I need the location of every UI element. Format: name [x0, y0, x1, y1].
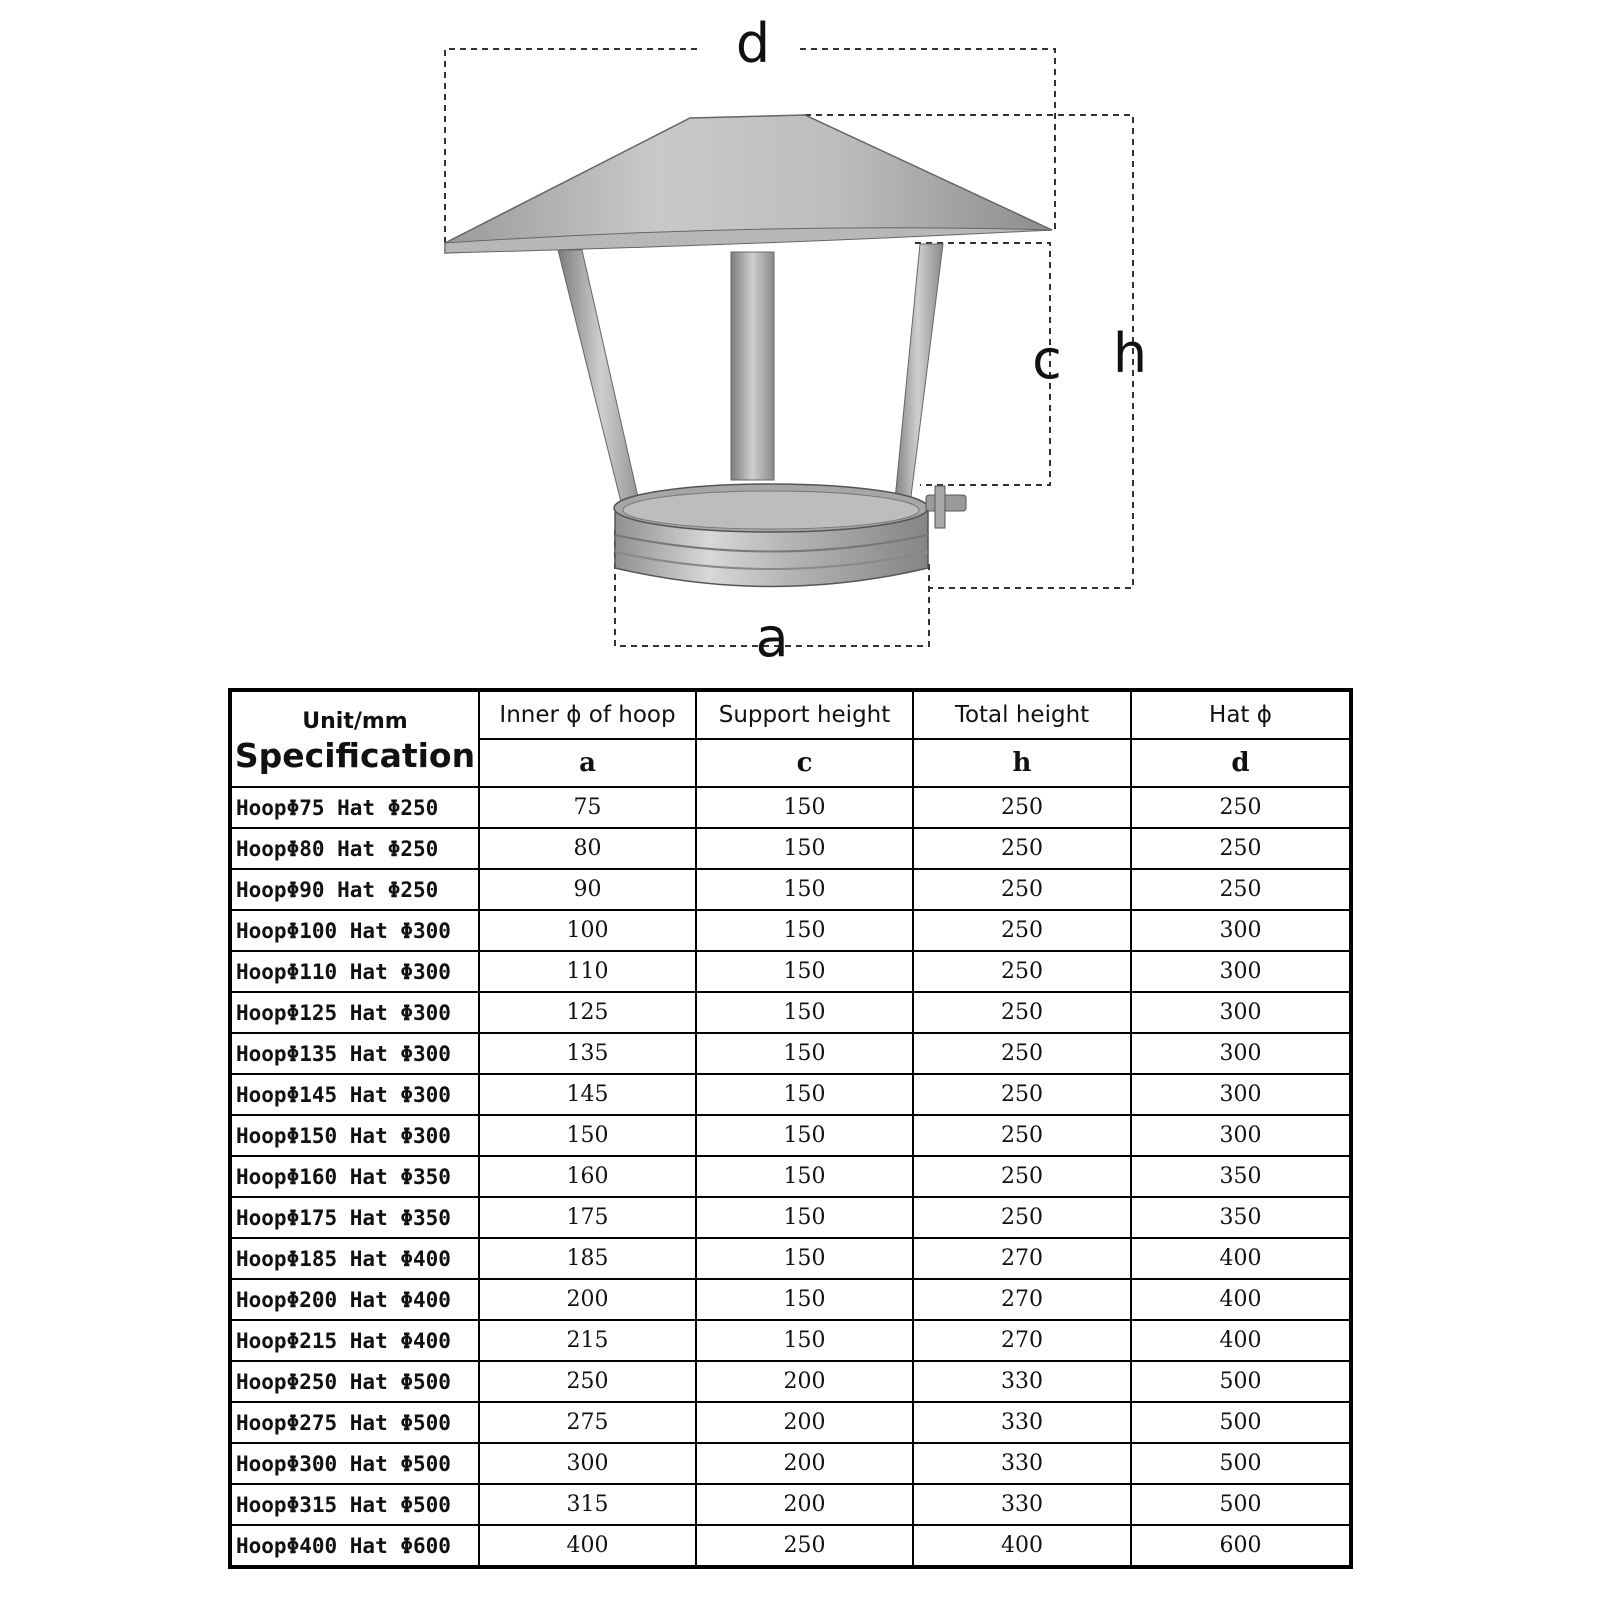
hat-diameter-cell: 500 [1131, 1484, 1351, 1525]
support-height-cell: 150 [696, 1279, 913, 1320]
hat-diameter-cell: 300 [1131, 951, 1351, 992]
table-row [230, 1320, 1351, 1361]
hat-cone [445, 115, 1052, 253]
dim-label-c: c [1032, 328, 1062, 391]
total-height-cell: 270 [913, 1320, 1131, 1361]
spec-cell: HoopΦ300 Hat Φ500 [230, 1443, 479, 1484]
spec-cell: HoopΦ145 Hat Φ300 [230, 1074, 479, 1115]
hat-diameter-cell: 300 [1131, 1115, 1351, 1156]
total-height-cell: 250 [913, 869, 1131, 910]
spec-cell: HoopΦ275 Hat Φ500 [230, 1402, 479, 1443]
support-height-cell: 150 [696, 1197, 913, 1238]
center-leg [731, 252, 774, 480]
table-body [230, 787, 1351, 1567]
hat-diameter-cell: 350 [1131, 1156, 1351, 1197]
total-height-cell: 250 [913, 828, 1131, 869]
support-height-cell: 150 [696, 1033, 913, 1074]
table-row [230, 910, 1351, 951]
hat-diameter-cell: 400 [1131, 1320, 1351, 1361]
hat-diameter-cell: 250 [1131, 869, 1351, 910]
hoop-inner-cell: 90 [479, 869, 696, 910]
support-height-cell: 200 [696, 1402, 913, 1443]
header-support-height: Support height [696, 690, 913, 739]
header-hat-diameter: Hat ϕ [1131, 690, 1351, 739]
hoop-inner-cell: 100 [479, 910, 696, 951]
hoop-inner-cell: 135 [479, 1033, 696, 1074]
dim-label-a: a [755, 606, 789, 669]
dim-label-d: d [735, 12, 771, 75]
hat-diameter-cell: 300 [1131, 992, 1351, 1033]
spec-cell: HoopΦ250 Hat Φ500 [230, 1361, 479, 1402]
table-row [230, 1197, 1351, 1238]
hoop-inner-cell: 215 [479, 1320, 696, 1361]
hat-diameter-cell: 300 [1131, 1033, 1351, 1074]
hoop-inner-cell: 200 [479, 1279, 696, 1320]
hat-diameter-cell: 350 [1131, 1197, 1351, 1238]
support-height-cell: 200 [696, 1361, 913, 1402]
support-height-cell: 150 [696, 1115, 913, 1156]
specification-label: Specification [234, 736, 476, 775]
support-height-cell: 150 [696, 992, 913, 1033]
spec-cell: HoopΦ80 Hat Φ250 [230, 828, 479, 869]
hoop-inner-cell: 160 [479, 1156, 696, 1197]
spec-cell: HoopΦ100 Hat Φ300 [230, 910, 479, 951]
hoop-inner-cell: 275 [479, 1402, 696, 1443]
spec-cell: HoopΦ185 Hat Φ400 [230, 1238, 479, 1279]
support-height-cell: 200 [696, 1484, 913, 1525]
table-row [230, 787, 1351, 828]
hoop-inner-cell: 150 [479, 1115, 696, 1156]
clamp-bolt [926, 495, 966, 511]
left-leg [558, 250, 645, 530]
spec-cell: HoopΦ90 Hat Φ250 [230, 869, 479, 910]
table-row [230, 1156, 1351, 1197]
total-height-cell: 250 [913, 910, 1131, 951]
hat-diameter-cell: 250 [1131, 787, 1351, 828]
dim-label-h: h [1112, 322, 1148, 385]
header-total-height: Total height [913, 690, 1131, 739]
total-height-cell: 250 [913, 1115, 1131, 1156]
hat-diameter-cell: 500 [1131, 1402, 1351, 1443]
unit-spec-header [230, 690, 479, 787]
hoop-inner-cell: 315 [479, 1484, 696, 1525]
support-height-cell: 200 [696, 1443, 913, 1484]
hoop-inner-cell: 80 [479, 828, 696, 869]
table-row [230, 1484, 1351, 1525]
table-row [230, 1402, 1351, 1443]
table-row [230, 1443, 1351, 1484]
table-row [230, 1074, 1351, 1115]
chimney-cap-diagram [0, 0, 1600, 680]
total-height-cell: 330 [913, 1484, 1131, 1525]
header-inner-hoop: Inner ϕ of hoop [479, 690, 696, 739]
hoop-ring [614, 484, 966, 587]
spec-cell: HoopΦ315 Hat Φ500 [230, 1484, 479, 1525]
hoop-inner-cell: 185 [479, 1238, 696, 1279]
table-row [230, 1361, 1351, 1402]
support-height-cell: 150 [696, 787, 913, 828]
specification-table [228, 688, 1353, 1569]
table-row [230, 992, 1351, 1033]
table-row [230, 951, 1351, 992]
hoop-inner-cell: 145 [479, 1074, 696, 1115]
spec-cell: HoopΦ125 Hat Φ300 [230, 992, 479, 1033]
hat-diameter-cell: 500 [1131, 1443, 1351, 1484]
spec-cell: HoopΦ160 Hat Φ350 [230, 1156, 479, 1197]
spec-cell: HoopΦ200 Hat Φ400 [230, 1279, 479, 1320]
total-height-cell: 330 [913, 1361, 1131, 1402]
support-height-cell: 150 [696, 951, 913, 992]
total-height-cell: 250 [913, 1074, 1131, 1115]
total-height-cell: 270 [913, 1279, 1131, 1320]
hat-diameter-cell: 300 [1131, 1074, 1351, 1115]
total-height-cell: 330 [913, 1402, 1131, 1443]
total-height-cell: 250 [913, 1156, 1131, 1197]
support-height-cell: 150 [696, 869, 913, 910]
total-height-cell: 400 [913, 1525, 1131, 1567]
support-height-cell: 150 [696, 828, 913, 869]
support-height-cell: 250 [696, 1525, 913, 1567]
total-height-cell: 270 [913, 1238, 1131, 1279]
hoop-inner-cell: 400 [479, 1525, 696, 1567]
spec-cell: HoopΦ215 Hat Φ400 [230, 1320, 479, 1361]
header-letter-c: c [696, 739, 913, 787]
hat-diameter-cell: 250 [1131, 828, 1351, 869]
total-height-cell: 250 [913, 1033, 1131, 1074]
hat-diameter-cell: 400 [1131, 1238, 1351, 1279]
total-height-cell: 250 [913, 992, 1131, 1033]
total-height-cell: 250 [913, 1197, 1131, 1238]
table-row [230, 1033, 1351, 1074]
header-letter-d: d [1131, 739, 1351, 787]
table-row [230, 1279, 1351, 1320]
table-row [230, 1525, 1351, 1567]
support-height-cell: 150 [696, 1238, 913, 1279]
support-height-cell: 150 [696, 1320, 913, 1361]
table-row [230, 828, 1351, 869]
table-row [230, 1115, 1351, 1156]
unit-label: Unit/mm [302, 709, 408, 734]
hoop-inner-cell: 250 [479, 1361, 696, 1402]
spec-cell: HoopΦ110 Hat Φ300 [230, 951, 479, 992]
hoop-inner-cell: 125 [479, 992, 696, 1033]
hat-diameter-cell: 400 [1131, 1279, 1351, 1320]
hoop-inner-cell: 110 [479, 951, 696, 992]
total-height-cell: 330 [913, 1443, 1131, 1484]
support-height-cell: 150 [696, 1074, 913, 1115]
support-height-cell: 150 [696, 1156, 913, 1197]
spec-cell: HoopΦ150 Hat Φ300 [230, 1115, 479, 1156]
spec-cell: HoopΦ75 Hat Φ250 [230, 787, 479, 828]
total-height-cell: 250 [913, 787, 1131, 828]
spec-cell: HoopΦ400 Hat Φ600 [230, 1525, 479, 1567]
hoop-inner-cell: 75 [479, 787, 696, 828]
header-letter-a: a [479, 739, 696, 787]
hoop-inner-cell: 175 [479, 1197, 696, 1238]
hat-diameter-cell: 500 [1131, 1361, 1351, 1402]
hoop-inner-cell: 300 [479, 1443, 696, 1484]
right-leg [893, 244, 943, 520]
support-height-cell: 150 [696, 910, 913, 951]
total-height-cell: 250 [913, 951, 1131, 992]
hat-diameter-cell: 300 [1131, 910, 1351, 951]
table-row [230, 1238, 1351, 1279]
table-row [230, 869, 1351, 910]
header-letter-h: h [913, 739, 1131, 787]
hat-diameter-cell: 600 [1131, 1525, 1351, 1567]
spec-cell: HoopΦ135 Hat Φ300 [230, 1033, 479, 1074]
spec-cell: HoopΦ175 Hat Φ350 [230, 1197, 479, 1238]
